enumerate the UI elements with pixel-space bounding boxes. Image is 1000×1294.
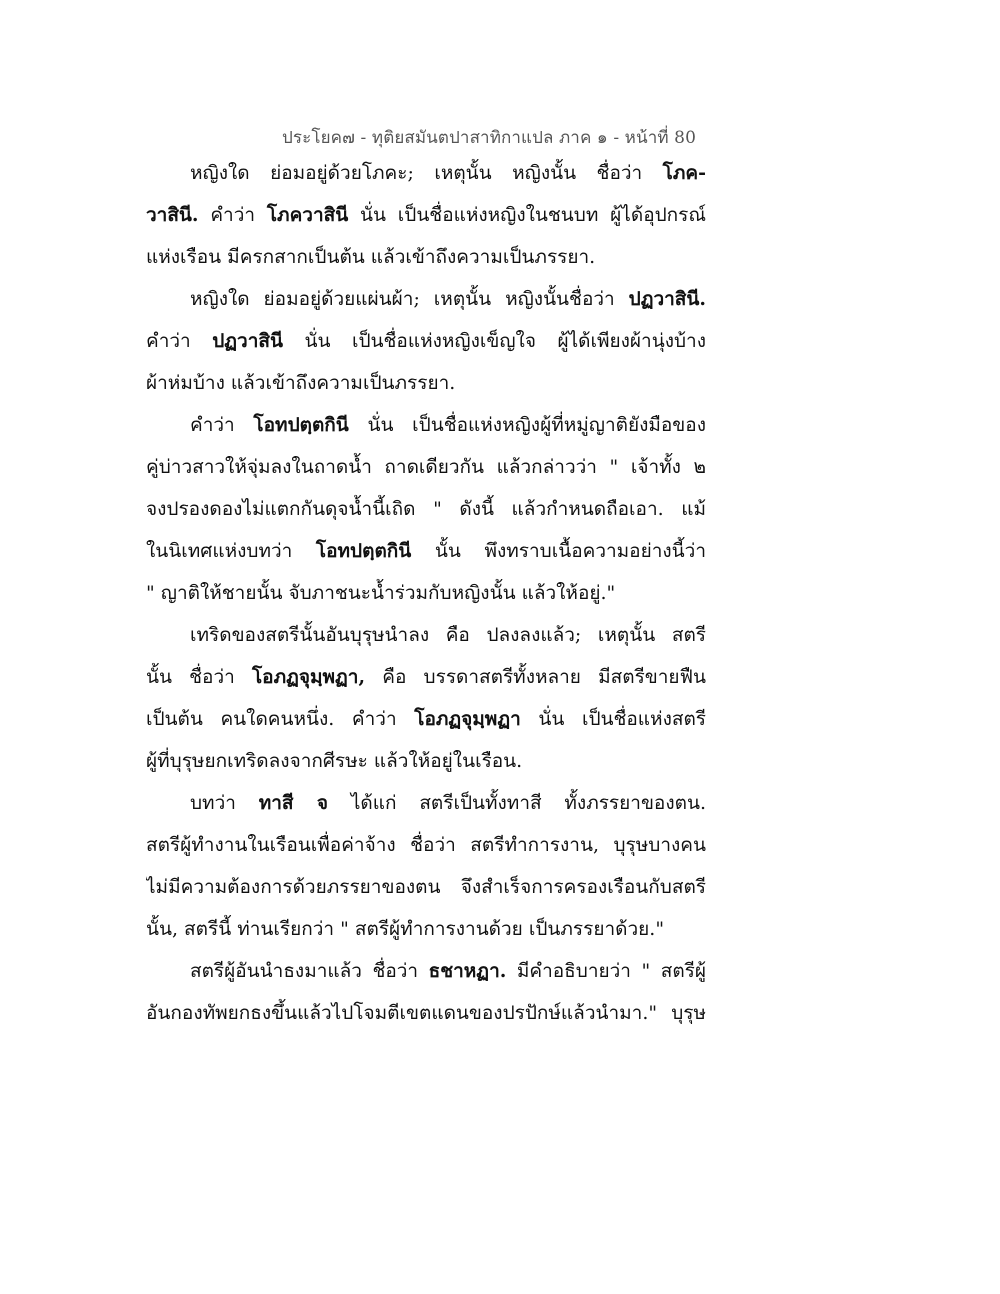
text-run: นั่น เป็นชื่อแห่งหญิงเข็ญใจ ผู้ได้เพียงผ้านุ่งบ้าง bbox=[282, 330, 706, 352]
text-run: ไม่มีความต้องการด้วยภรรยาของตน จึงสำเร็จการครองเรือนกับสตรี bbox=[146, 876, 706, 898]
text-run: นั่น เป็นชื่อแห่งสตรี bbox=[520, 708, 706, 730]
body-text bbox=[146, 152, 706, 1034]
paragraph bbox=[146, 152, 706, 278]
text-line bbox=[146, 656, 706, 698]
text-run: สตรีผู้อันนำธงมาแล้ว ชื่อว่า bbox=[190, 960, 429, 982]
text-run: " ญาติให้ชายนั้น จับภาชนะน้ำร่วมกับหญิงนั้น แล้วให้อยู่." bbox=[146, 582, 616, 604]
text-line bbox=[146, 446, 706, 488]
paragraph bbox=[146, 278, 706, 404]
text-run: อันกองทัพยกธงขึ้นแล้วไปโจมตีเขตแดนของปรปักษ์แล้วนำมา." บุรุษ bbox=[146, 1002, 706, 1024]
bold-term: โอทปตฺตกินี bbox=[315, 540, 412, 562]
text-run: มีคำอธิบายว่า " สตรีผู้ bbox=[506, 960, 706, 982]
bold-term: โภควาสินี bbox=[266, 204, 349, 226]
bold-term: โภค- bbox=[662, 162, 706, 184]
text-run: หญิงใด ย่อมอยู่ด้วยโภคะ; เหตุนั้น หญิงนั้น ชื่อว่า bbox=[190, 162, 663, 184]
text-run: นั่น เป็นชื่อแห่งหญิงในชนบท ผู้ได้อุปกรณ์ bbox=[348, 204, 706, 226]
text-line bbox=[146, 740, 706, 782]
text-run: เป็นต้น คนใดคนหนึ่ง. คำว่า bbox=[146, 708, 415, 730]
paragraph bbox=[146, 782, 706, 950]
text-run: ผู้ที่บุรุษยกเทริดลงจากศีรษะ แล้วให้อยู่ในเรือน. bbox=[146, 750, 523, 772]
bold-term: ทาสี จ bbox=[258, 792, 329, 814]
text-line bbox=[146, 278, 706, 320]
text-run: คู่บ่าวสาวให้จุ่มลงในถาดน้ำ ถาดเดียวกัน แล้วกล่าวว่า " เจ้าทั้ง ๒ bbox=[146, 456, 706, 478]
text-line bbox=[146, 320, 706, 362]
text-run: หญิงใด ย่อมอยู่ด้วยแผ่นผ้า; เหตุนั้น หญิงนั้นชื่อว่า bbox=[190, 288, 629, 310]
text-run: นั้น ชื่อว่า bbox=[146, 666, 252, 688]
text-run: คำว่า bbox=[198, 204, 267, 226]
text-run: นั้น พึงทราบเนื้อความอย่างนี้ว่า bbox=[411, 540, 706, 562]
text-line bbox=[146, 992, 706, 1034]
text-line bbox=[146, 572, 706, 614]
bold-term: โอภฏจุมฺพฏา bbox=[414, 708, 521, 730]
text-run: สตรีผู้ทำงานในเรือนเพื่อค่าจ้าง ชื่อว่า สตรีทำการงาน, บุรุษบางคน bbox=[146, 834, 706, 856]
text-run: คำว่า bbox=[190, 414, 254, 436]
bold-term: ปฏวาสินี bbox=[212, 330, 283, 352]
text-line bbox=[146, 404, 706, 446]
text-run: คำว่า bbox=[146, 330, 213, 352]
text-line bbox=[146, 614, 706, 656]
text-run: คือ บรรดาสตรีทั้งหลาย มีสตรีขายฟืน bbox=[365, 666, 706, 688]
paragraph bbox=[146, 404, 706, 614]
text-line bbox=[146, 194, 706, 236]
running-header: ประโยค๗ - ทุติยสมันตปาสาทิกาแปล ภาค ๑ - หน้าที่ 80 bbox=[282, 128, 696, 148]
paragraph bbox=[146, 950, 706, 1034]
text-run: ได้แก่ สตรีเป็นทั้งทาสี ทั้งภรรยาของตน. bbox=[328, 792, 706, 814]
text-run: เทริดของสตรีนั้นอันบุรุษนำลง คือ ปลงลงแล้ว; เหตุนั้น สตรี bbox=[190, 624, 706, 646]
text-line bbox=[146, 362, 706, 404]
text-line bbox=[146, 866, 706, 908]
text-line bbox=[146, 824, 706, 866]
text-line bbox=[146, 908, 706, 950]
text-run: ในนิเทศแห่งบทว่า bbox=[146, 540, 316, 562]
text-line bbox=[146, 950, 706, 992]
paragraph bbox=[146, 614, 706, 782]
text-run: แห่งเรือน มีครกสากเป็นต้น แล้วเข้าถึงความเป็นภรรยา. bbox=[146, 246, 596, 268]
text-run: บทว่า bbox=[190, 792, 259, 814]
bold-term: วาสินี. bbox=[146, 204, 199, 226]
bold-term: โอภฏจุมฺพฏา, bbox=[251, 666, 366, 688]
text-run: นั้น, สตรีนี้ ท่านเรียกว่า " สตรีผู้ทำการงานด้วย เป็นภรรยาด้วย." bbox=[146, 918, 665, 940]
text-line bbox=[146, 488, 706, 530]
text-run: นั่น เป็นชื่อแห่งหญิงผู้ที่หมู่ญาติยังมือของ bbox=[348, 414, 706, 436]
text-line bbox=[146, 530, 706, 572]
text-line bbox=[146, 698, 706, 740]
text-line bbox=[146, 236, 706, 278]
text-line bbox=[146, 152, 706, 194]
text-run: ผ้าห่มบ้าง แล้วเข้าถึงความเป็นภรรยา. bbox=[146, 372, 456, 394]
text-line bbox=[146, 782, 706, 824]
bold-term: ปฏวาสินี. bbox=[628, 288, 706, 310]
bold-term: โอทปตฺตกินี bbox=[253, 414, 349, 436]
bold-term: ธชาหฏา. bbox=[428, 960, 507, 982]
text-run: จงปรองดองไม่แตกกันดุจน้ำนี้เถิด " ดังนี้ แล้วกำหนดถือเอา. แม้ bbox=[146, 498, 706, 520]
